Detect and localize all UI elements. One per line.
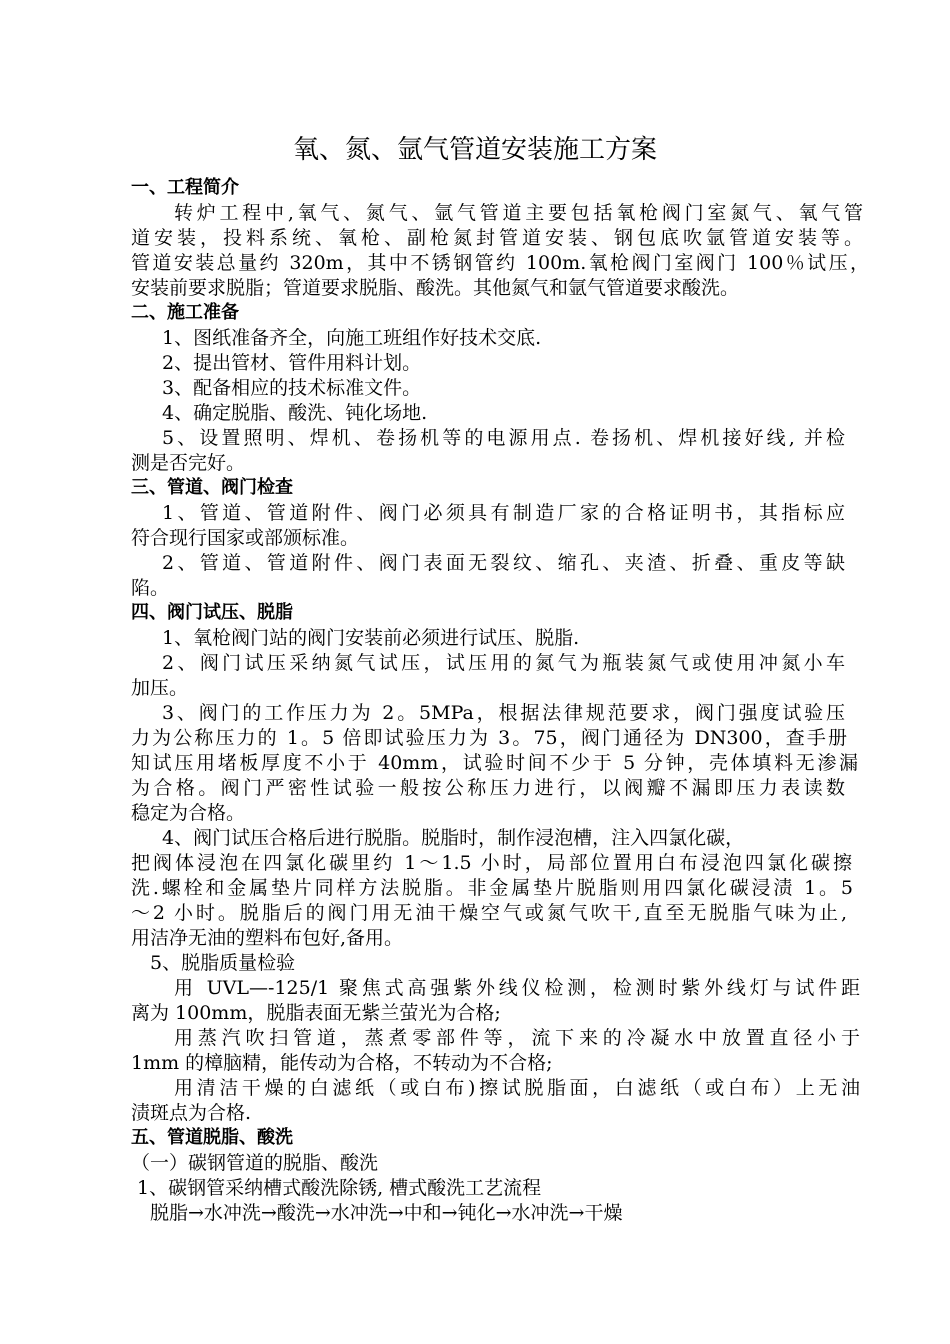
list-item: 4、阀门试压合格后进行脱脂。脱脂时，制作浸泡槽，注入四氯化碳， <box>162 827 745 849</box>
subsection-heading: （一）碳钢管道的脱脂、酸洗 <box>131 1152 379 1174</box>
list-item: 2、阀门试压采纳氮气试压，试压用的氮气为瓶装氮气或使用冲氮小车 <box>162 652 845 674</box>
list-item-continuation: 陷。 <box>131 577 170 599</box>
paragraph-line: 离为 100mm，脱脂表面无紫兰萤光为合格; <box>131 1002 501 1024</box>
paragraph-line: 管道安装总量约 320m，其中不锈钢管约 100m.氧枪阀门室阀门 100％试压， <box>131 252 869 274</box>
section-heading-overview: 一、工程简介 <box>131 177 239 198</box>
paragraph-line: 1mm 的樟脑精，能传动为合格，不转动为不合格; <box>131 1052 553 1074</box>
paragraph-line: 用清洁干燥的白滤纸（或白布)擦试脱脂面，白滤纸（或白布）上无油 <box>174 1077 860 1099</box>
list-item: 5、设置照明、焊机、卷扬机等的电源用点. 卷扬机、焊机接好线, 并检 <box>162 427 845 449</box>
paragraph-line: 知试压用堵板厚度不小于 40mm，试验时间不少于 5 分钟，壳体填料无渗漏 <box>131 752 858 774</box>
paragraph-line: 稳定为合格。 <box>131 802 246 824</box>
list-item: 1、图纸准备齐全，向施工班组作好技术交底. <box>162 327 542 349</box>
list-item: 2、管道、管道附件、阀门表面无裂纹、缩孔、夹渣、折叠、重皮等缺 <box>162 552 845 574</box>
list-item: 1、碳钢管采纳槽式酸洗除锈, 槽式酸洗工艺流程 <box>137 1177 542 1199</box>
paragraph-line: 安装前要求脱脂；管道要求脱脂、酸洗。其他氮气和氩气管道要求酸洗。 <box>131 277 740 299</box>
paragraph-line: 道安装，投料系统、氧枪、副枪氮封管道安装、钢包底吹氩管道安装等。 <box>131 227 863 249</box>
paragraph-line: 力为公称压力的 1。5 倍即试验压力为 3。75，阀门通径为 DN300，查手册 <box>131 727 847 749</box>
paragraph-line: 用洁净无油的塑料布包好,备用。 <box>131 927 404 949</box>
document-title: 氧、氮、氩气管道安装施工方案 <box>292 135 657 165</box>
paragraph-line: 把阀体浸泡在四氯化碳里约 1～1.5 小时，局部位置用白布浸泡四氯化碳擦 <box>131 852 852 874</box>
list-item: 4、确定脱脂、酸洗、钝化场地. <box>162 402 428 424</box>
section-heading-inspection: 三、管道、阀门检查 <box>131 477 293 498</box>
subsection-heading: 5、脱脂质量检验 <box>150 952 296 974</box>
paragraph-line: 用 UVL—-125/1 聚焦式高强紫外线仪检测，检测时紫外线灯与试件距 <box>174 977 860 999</box>
list-item: 1、管道、管道附件、阀门必须具有制造厂家的合格证明书，其指标应 <box>162 502 845 524</box>
list-item-continuation: 测是否完好。 <box>131 452 246 474</box>
paragraph-line: 洗.螺栓和金属垫片同样方法脱脂。非金属垫片脱脂则用四氯化碳浸渍 1。5 <box>131 877 853 899</box>
paragraph-line: ～2 小时。脱脂后的阀门用无油干燥空气或氮气吹干,直至无脱脂气味为止, <box>131 902 847 924</box>
list-item: 3、配备相应的技术标准文件。 <box>162 377 422 399</box>
process-flow: 脱脂→水冲洗→酸洗→水冲洗→中和→钝化→水冲洗→干燥 <box>150 1202 623 1224</box>
section-heading-valve-test: 四、阀门试压、脱脂 <box>131 602 293 623</box>
list-item: 2、提出管材、管件用料计划。 <box>162 352 422 374</box>
section-heading-degreasing: 五、管道脱脂、酸洗 <box>131 1127 293 1148</box>
list-item-continuation: 加压。 <box>131 677 189 699</box>
list-item-continuation: 符合现行国家或部颁标准。 <box>131 527 360 549</box>
list-item: 3、阀门的工作压力为 2。5MPa，根据法律规范要求，阀门强度试验压 <box>162 702 845 724</box>
section-heading-preparation: 二、施工准备 <box>131 302 239 323</box>
list-item: 1、氧枪阀门站的阀门安装前必须进行试压、脱脂. <box>162 627 580 649</box>
paragraph-line: 为合格。阀门严密性试验一般按公称压力进行，以阀瓣不漏即压力表读数 <box>131 777 845 799</box>
paragraph-line: 转炉工程中,氧气、氮气、氩气管道主要包括氧枪阀门室氮气、氧气管 <box>174 202 863 224</box>
paragraph-line: 渍斑点为合格. <box>131 1102 252 1124</box>
paragraph-line: 用蒸汽吹扫管道，蒸煮零部件等，流下来的冷凝水中放置直径小于 <box>174 1027 860 1049</box>
